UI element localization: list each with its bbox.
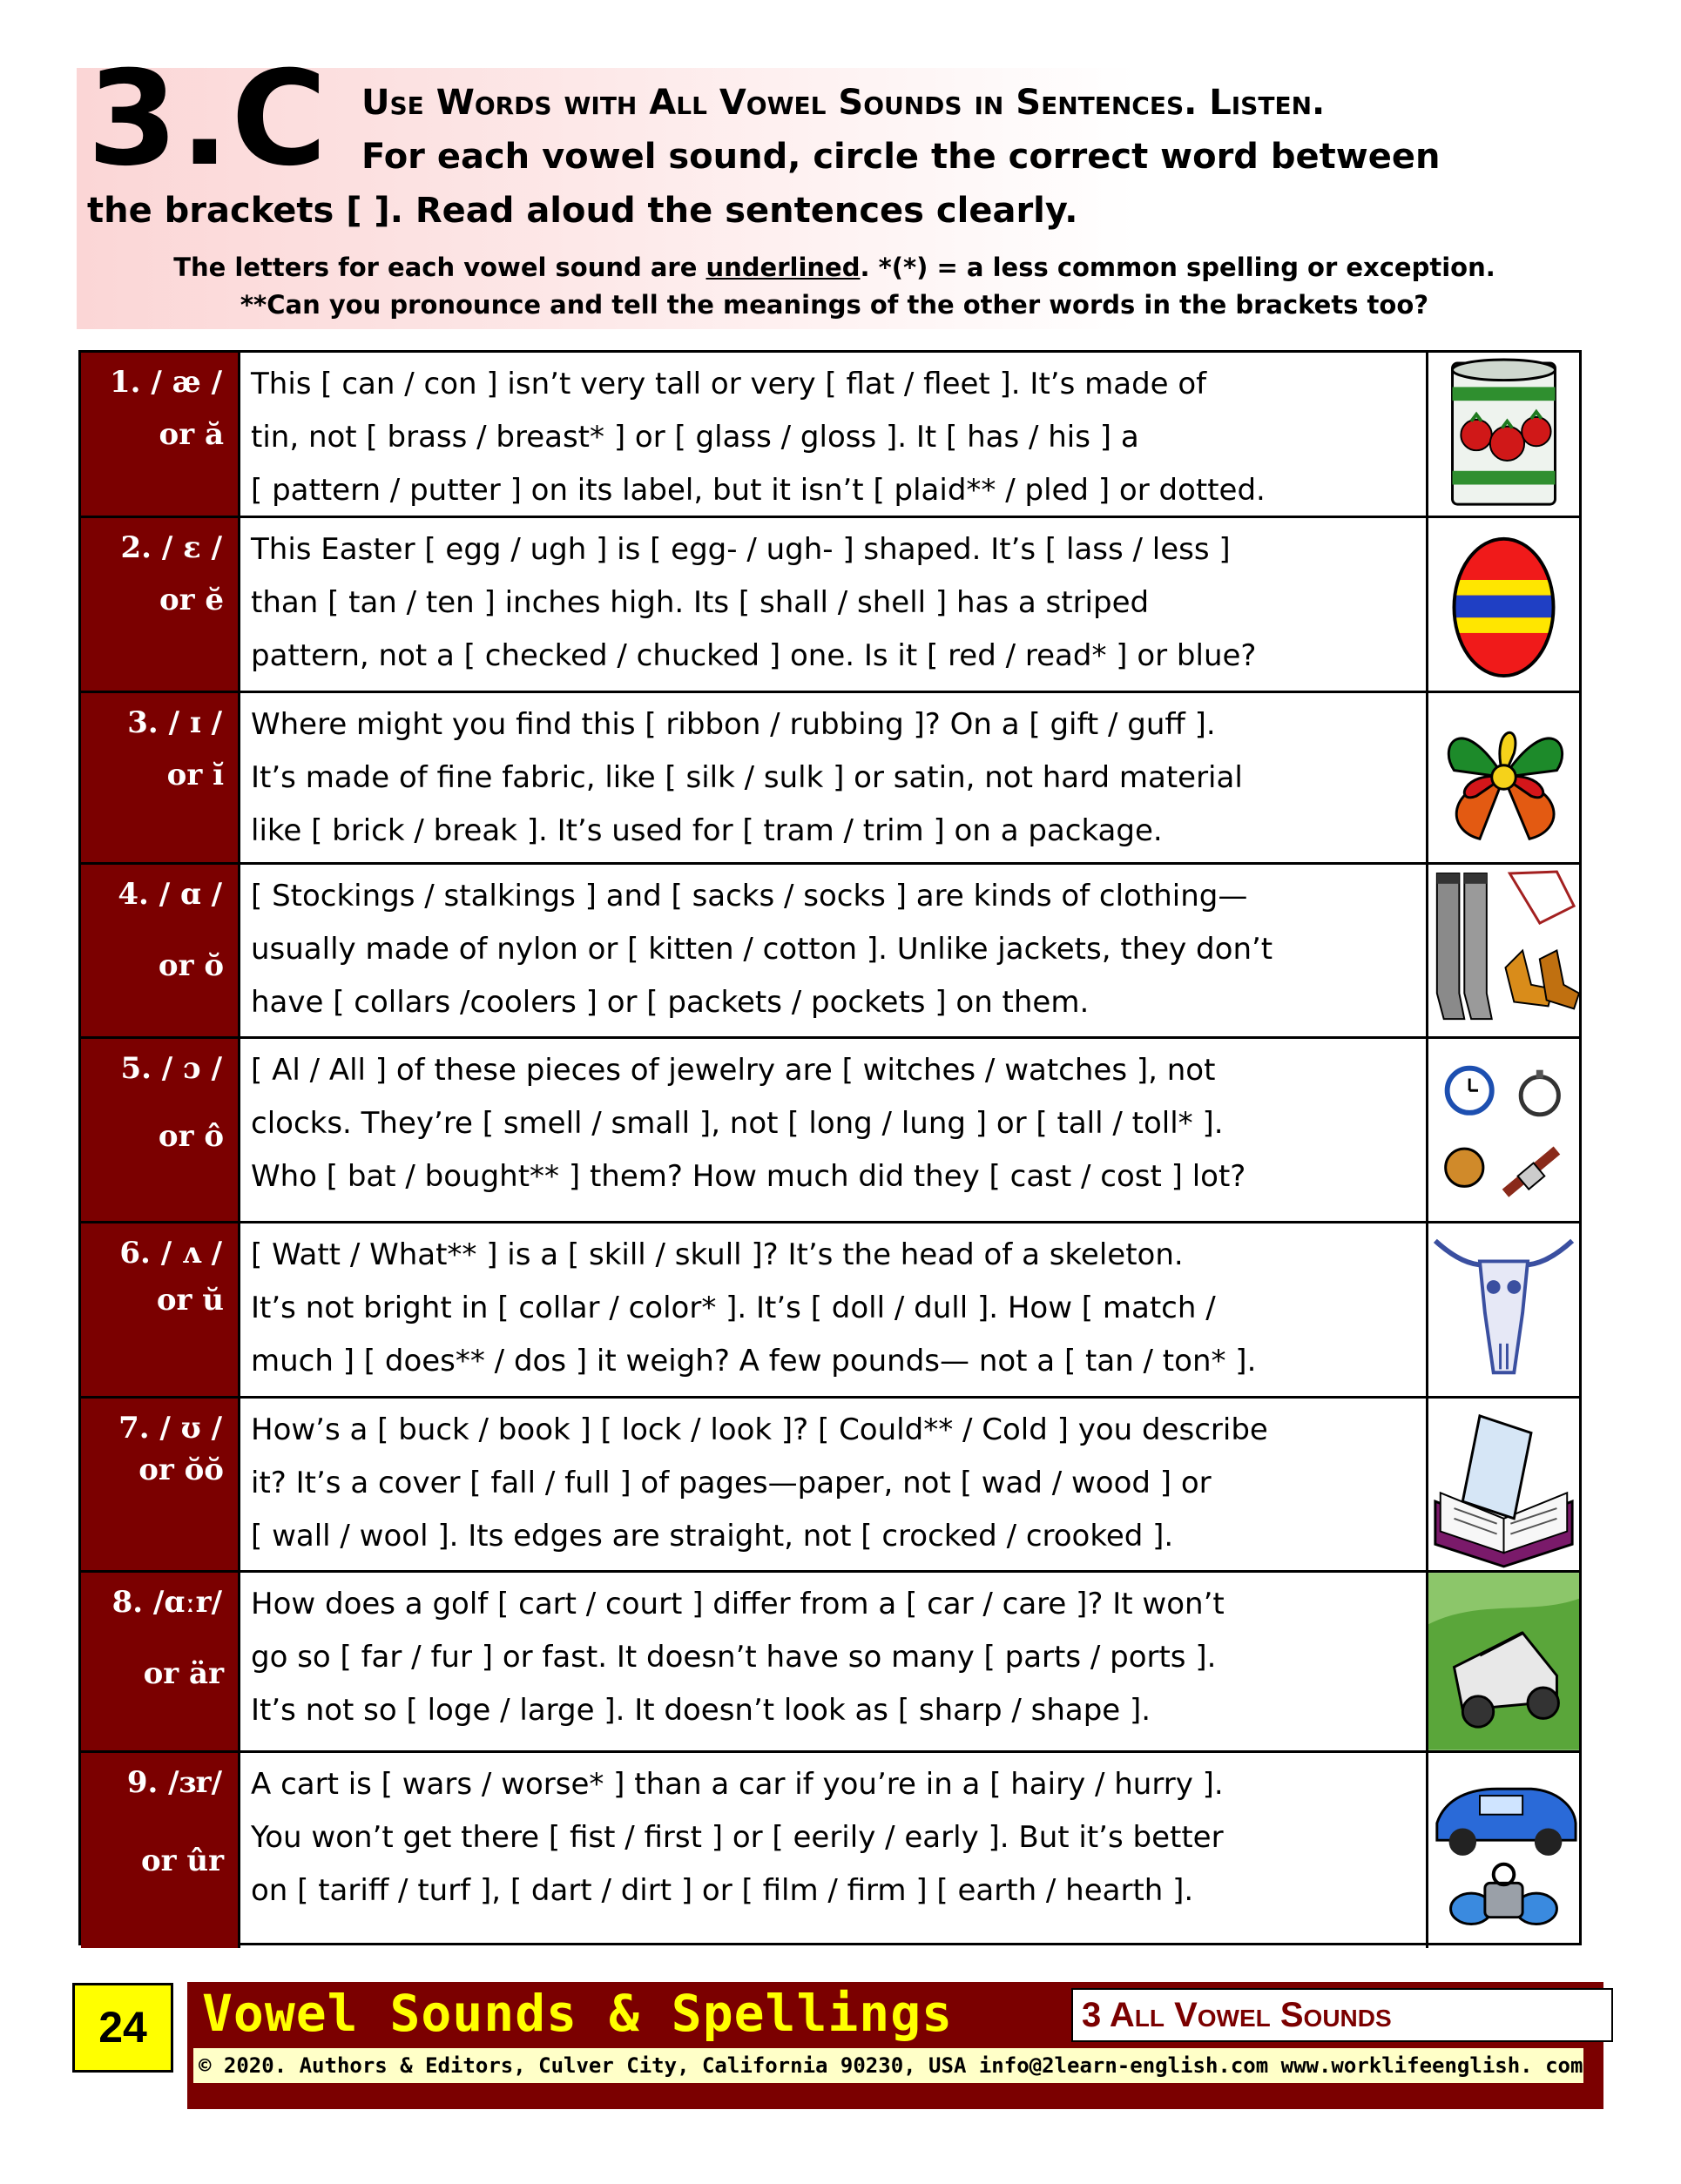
watches-icon: [1428, 1039, 1579, 1221]
exercise-table: [78, 350, 1582, 1945]
vowel-alt-symbol: or ŭ: [156, 1283, 224, 1318]
instruction-line-3: the brackets [ ]. Read aloud the sentences clearly.: [87, 191, 1078, 231]
socks-stockings-icon: [1428, 865, 1579, 1036]
page-number: 24: [72, 1983, 173, 2073]
sentence-line: [ pattern / putter ] on its label, but it isn’t [ plaid** / pled ] or dotted.: [251, 473, 1266, 508]
sentence-line: much ] [ does** / dos ] it weigh? A few pounds— not a [ tan / ton* ].: [251, 1344, 1257, 1378]
sentence-line: You won’t get there [ fist / first ] or [ eerily / early ]. But it’s better: [251, 1820, 1224, 1855]
open-book-icon: [1428, 1399, 1579, 1570]
sentence-text: [240, 1753, 1428, 1948]
vowel-symbol: 7. / ʊ /: [118, 1411, 222, 1446]
sentence-line: on [ tariff / turf ], [ dart / dirt ] or [ film / firm ] [ earth / hearth ].: [251, 1873, 1194, 1908]
skull-icon: [1428, 1223, 1579, 1396]
exercise-row: [81, 865, 1579, 1039]
vowel-label: [81, 353, 240, 516]
vowel-symbol: 6. / ʌ /: [119, 1236, 222, 1271]
vowel-alt-symbol: or ûr: [140, 1844, 224, 1878]
vowel-label: [81, 865, 240, 1036]
sentence-line: it? It’s a cover [ fall / full ] of pages—paper, not [ wad / wood ] or: [251, 1466, 1212, 1500]
vowel-alt-symbol: or ŏŏ: [138, 1453, 224, 1487]
vowel-alt-symbol: or ŏ: [158, 948, 224, 983]
sentence-text: [240, 353, 1428, 516]
vowel-symbol: 5. / ɔ /: [120, 1051, 222, 1086]
ribbon-bow-icon: [1428, 693, 1579, 862]
sentence-line: This [ can / con ] isn’t very tall or very [ flat / fleet ]. It’s made of: [251, 367, 1207, 401]
sentence-line: usually made of nylon or [ kitten / cotton ]. Unlike jackets, they don’t: [251, 932, 1273, 967]
vowel-symbol: 9. /ɜr/: [126, 1765, 222, 1800]
vowel-label: [81, 1573, 240, 1750]
copyright-line: © 2020. Authors & Editors, Culver City, California 90230, USA info@2learn-english.com www.worklifeenglish. com: [193, 2048, 1583, 2083]
vowel-symbol: 4. / ɑ /: [118, 877, 222, 912]
sentence-line: have [ collars /coolers ] or [ packets / pockets ] on them.: [251, 985, 1090, 1020]
sentence-text: [240, 1399, 1428, 1570]
sentence-line: tin, not [ brass / breast* ] or [ glass / gloss ]. It [ has / his ] a: [251, 420, 1139, 455]
vowel-label: [81, 1753, 240, 1948]
instruction-line-1: Use Words with All Vowel Sounds in Sentences. Listen.: [361, 83, 1326, 123]
sentence-line: than [ tan / ten ] inches high. Its [ shall / shell ] has a striped: [251, 585, 1150, 620]
sentence-line: This Easter [ egg / ugh ] is [ egg- / ugh- ] shaped. It’s [ lass / less ]: [251, 532, 1231, 567]
sentence-text: [240, 693, 1428, 862]
sentence-line: It’s not bright in [ collar / color* ]. It’s [ doll / dull ]. How [ match /: [251, 1291, 1216, 1325]
exercise-row: [81, 1573, 1579, 1753]
car-go-kart-icon: [1428, 1753, 1579, 1948]
vowel-label: [81, 518, 240, 691]
sentence-line: It’s not so [ loge / large ]. It doesn’t look as [ sharp / shape ].: [251, 1693, 1151, 1728]
vowel-alt-symbol: or ô: [158, 1119, 224, 1154]
exercise-row: [81, 1753, 1579, 1948]
vowel-alt-symbol: or ă: [159, 417, 224, 452]
exercise-row: [81, 1223, 1579, 1399]
easter-egg-icon: [1428, 518, 1579, 691]
exercise-row: [81, 353, 1579, 518]
sentence-line: go so [ far / fur ] or fast. It doesn’t have so many [ parts / ports ].: [251, 1640, 1217, 1675]
vowel-alt-symbol: or är: [143, 1656, 224, 1691]
lesson-number: 3.C: [87, 44, 329, 195]
sentence-text: [240, 1223, 1428, 1396]
vowel-symbol: 2. / ɛ /: [120, 530, 222, 565]
vowel-label: [81, 693, 240, 862]
sentence-line: clocks. They’re [ smell / small ], not [ long / lung ] or [ tall / toll* ].: [251, 1106, 1224, 1141]
sentence-line: [ Stockings / stalkings ] and [ sacks / socks ] are kinds of clothing—: [251, 879, 1248, 913]
vowel-symbol: 8. /ɑːr/: [111, 1585, 222, 1620]
vowel-symbol: 1. / æ /: [110, 365, 222, 400]
sentence-line: It’s made of fine fabric, like [ silk / sulk ] or satin, not hard material: [251, 760, 1243, 795]
sentence-line: Who [ bat / bought** ] them? How much did they [ cast / cost ] lot?: [251, 1159, 1246, 1194]
sentence-line: [ Al / All ] of these pieces of jewelry are [ witches / watches ], not: [251, 1053, 1216, 1088]
sentence-text: [240, 518, 1428, 691]
note-line-1: [77, 253, 1592, 282]
exercise-row: [81, 1039, 1579, 1223]
vowel-label: [81, 1223, 240, 1396]
sentence-text: [240, 1573, 1428, 1750]
note-line-2: **Can you pronounce and tell the meanings of the other words in the brackets too?: [240, 290, 1429, 320]
vowel-label: [81, 1399, 240, 1570]
sentence-line: pattern, not a [ checked / chucked ] one. Is it [ red / read* ] or blue?: [251, 638, 1257, 673]
sentence-line: How’s a [ buck / book ] [ lock / look ]? [ Could** / Cold ] you describe: [251, 1412, 1268, 1447]
exercise-row: [81, 693, 1579, 865]
exercise-row: [81, 1399, 1579, 1573]
sentence-line: like [ brick / break ]. It’s used for [ tram / trim ] on a package.: [251, 813, 1163, 848]
note-underlined: underlined: [705, 253, 861, 282]
vowel-alt-symbol: or ĭ: [166, 758, 224, 792]
vowel-alt-symbol: or ĕ: [159, 583, 224, 617]
sentence-line: How does a golf [ cart / court ] differ from a [ car / care ]? It won’t: [251, 1587, 1225, 1621]
note-text: The letters for each vowel sound are: [173, 253, 706, 282]
sentence-line: [ Watt / What** ] is a [ skill / skull ]? It’s the head of a skeleton.: [251, 1237, 1184, 1272]
sentence-text: [240, 1039, 1428, 1221]
section-title: 3 All Vowel Sounds: [1071, 1988, 1613, 2042]
sentence-line: Where might you find this [ ribbon / rubbing ]? On a [ gift / guff ].: [251, 707, 1216, 742]
instruction-line-2: For each vowel sound, circle the correct word between: [361, 137, 1441, 177]
book-title: Vowel Sounds & Spellings: [202, 1984, 954, 2043]
tomato-can-icon: [1428, 353, 1579, 516]
note-text: . *(*) = a less common spelling or exception.: [860, 253, 1495, 282]
vowel-symbol: 3. / ɪ /: [127, 705, 222, 740]
golf-cart-icon: [1428, 1573, 1579, 1750]
exercise-row: [81, 518, 1579, 693]
sentence-line: A cart is [ wars / worse* ] than a car if you’re in a [ hairy / hurry ].: [251, 1767, 1224, 1802]
vowel-label: [81, 1039, 240, 1221]
sentence-text: [240, 865, 1428, 1036]
sentence-line: [ wall / wool ]. Its edges are straight, not [ crocked / crooked ].: [251, 1519, 1174, 1554]
